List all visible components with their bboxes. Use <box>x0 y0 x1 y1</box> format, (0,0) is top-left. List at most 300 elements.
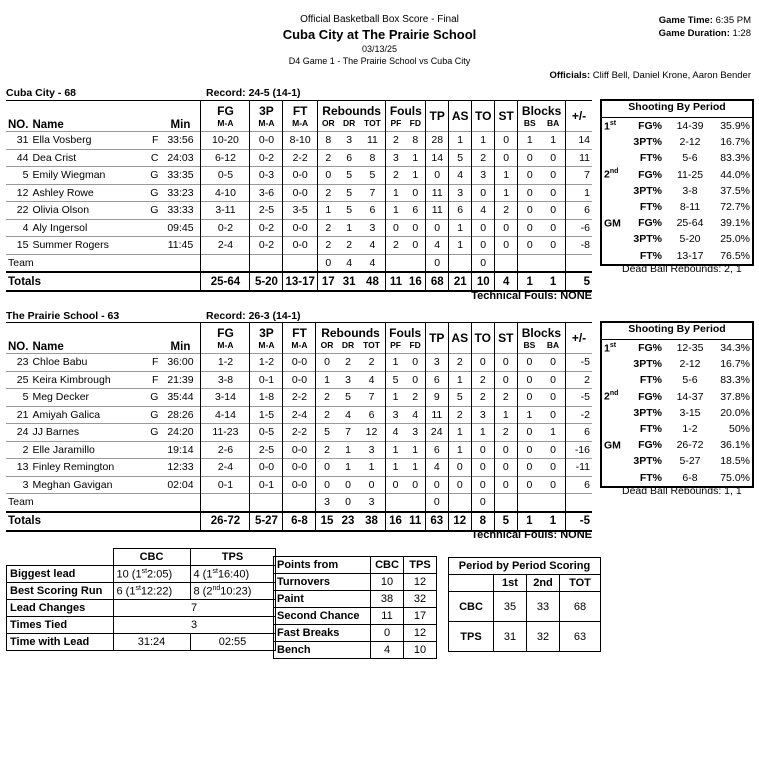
totals-tp: 68 <box>426 272 449 291</box>
player-pf: 2 <box>386 237 406 255</box>
player-ba: 0 <box>541 441 566 459</box>
player-name-cell <box>30 406 160 424</box>
points-from-tps: 12 <box>404 574 437 591</box>
player-row <box>6 149 592 167</box>
player-name: Meghan Gavigan <box>32 478 113 491</box>
totals-fd: 16 <box>405 272 425 291</box>
player-to: 0 <box>472 219 495 237</box>
player-row <box>6 371 592 389</box>
player-ft: 0-0 <box>283 354 316 372</box>
team2-box-score <box>6 322 592 532</box>
player-fg: 3-11 <box>201 202 250 220</box>
col-tp: TP <box>425 323 448 354</box>
player-name-cell <box>30 132 160 150</box>
player-tot: 8 <box>360 149 386 167</box>
biggest-lead-tps: 4 (1st16:40) <box>190 566 275 583</box>
player-number: 31 <box>6 132 30 150</box>
game-stats-col-tps: TPS <box>190 549 275 566</box>
player-name: Keira Kimbrough <box>32 373 111 386</box>
player-number: 5 <box>6 389 30 407</box>
period-col-1st: 1st <box>494 575 527 592</box>
player-ft: 0-0 <box>283 167 317 185</box>
points-from-row <box>274 642 437 659</box>
player-plus-minus: 2 <box>566 371 593 389</box>
shooting-made-attempted: 5-6 <box>682 152 698 165</box>
player-tot: 6 <box>360 202 386 220</box>
player-name-cell <box>30 149 160 167</box>
player-name-cell <box>30 424 160 442</box>
player-ft: 0-0 <box>283 184 317 202</box>
player-tot: 4 <box>358 371 385 389</box>
col-bs: BS <box>523 118 536 128</box>
player-fd: 0 <box>405 219 425 237</box>
player-number: 23 <box>6 354 30 372</box>
biggest-lead-label: Biggest lead <box>7 566 114 583</box>
points-from-row <box>274 574 437 591</box>
col-fg-ma: M-A <box>201 340 250 354</box>
shooting-row <box>602 134 752 150</box>
player-3p: 0-1 <box>250 476 283 494</box>
player-pf: 1 <box>385 389 405 407</box>
shooting-percentage: 83.3% <box>720 374 750 387</box>
player-name-cell <box>30 389 160 407</box>
col-plus-minus: +/- <box>566 101 593 132</box>
player-3p: 1-2 <box>250 354 283 372</box>
team1-header <box>6 87 301 99</box>
player-tp: 11 <box>426 184 449 202</box>
shooting-period <box>602 231 626 247</box>
player-tp: 0 <box>426 219 449 237</box>
shooting-row <box>602 421 752 437</box>
player-fd: 3 <box>406 424 426 442</box>
player-tot: 1 <box>358 459 385 477</box>
totals-ft: 13-17 <box>283 272 317 291</box>
player-fg: 4-14 <box>201 406 250 424</box>
game-stats-table <box>6 548 276 651</box>
col-tot: TOT <box>358 340 385 354</box>
player-or: 2 <box>316 441 338 459</box>
team2-name: The Prairie School - 63 <box>6 310 120 322</box>
player-dr: 1 <box>339 219 360 237</box>
player-name: Emily Wiegman <box>32 169 106 182</box>
player-row <box>6 476 592 494</box>
totals-tot: 48 <box>360 272 386 291</box>
team-or: 3 <box>316 494 338 512</box>
player-ft: 0-0 <box>283 459 316 477</box>
shooting-made-attempted: 6-8 <box>682 471 698 484</box>
player-ba: 0 <box>541 184 565 202</box>
player-to: 1 <box>471 424 494 442</box>
player-row <box>6 389 592 407</box>
player-st: 0 <box>494 476 517 494</box>
player-to: 0 <box>471 476 494 494</box>
team2-dead-ball-rebounds: Dead Ball Rebounds: 1, 1 <box>622 485 742 497</box>
shooting-percentage: 76.5% <box>720 249 750 262</box>
player-ft: 2-2 <box>283 149 317 167</box>
team-row-label: Team <box>6 494 160 512</box>
shooting-stat-label: 3PT% <box>633 233 662 246</box>
shooting-row <box>602 118 752 134</box>
player-bs: 0 <box>518 149 542 167</box>
player-fd: 1 <box>405 149 425 167</box>
totals-as: 12 <box>448 512 471 531</box>
col-min: Min <box>160 340 201 354</box>
player-name-cell <box>30 167 160 185</box>
player-plus-minus: 6 <box>566 424 593 442</box>
totals-st: 4 <box>495 272 518 291</box>
game-duration-label: Game Duration: <box>658 28 730 39</box>
totals-label: Totals <box>6 272 160 291</box>
times-tied-value: 3 <box>113 617 275 634</box>
period-score: 31 <box>494 622 527 652</box>
shooting-stat-label: 3PT% <box>633 406 662 419</box>
player-to: 1 <box>472 132 495 150</box>
totals-bs: 1 <box>518 272 542 291</box>
player-or: 5 <box>316 424 338 442</box>
player-fg: 4-10 <box>201 184 250 202</box>
col-bs: BS <box>523 340 536 350</box>
player-min: 11:45 <box>160 237 201 255</box>
player-position: G <box>150 408 159 421</box>
player-position: C <box>150 151 159 164</box>
team-tot: 4 <box>360 254 386 272</box>
player-plus-minus: 1 <box>566 184 593 202</box>
col-ft: FT <box>283 323 316 341</box>
player-row <box>6 459 592 477</box>
col-or: OR <box>321 118 335 128</box>
player-ba: 0 <box>541 237 565 255</box>
col-3p-ma: M-A <box>250 118 283 132</box>
totals-or: 17 <box>317 272 338 291</box>
player-fd: 4 <box>406 406 426 424</box>
player-to: 4 <box>472 202 495 220</box>
game-time-block <box>659 14 751 40</box>
player-bs: 0 <box>518 167 542 185</box>
shooting-period <box>602 453 626 469</box>
shooting-row <box>602 389 752 405</box>
period-score: 33 <box>527 592 560 622</box>
player-ft: 0-0 <box>283 476 316 494</box>
team1-dead-ball-rebounds: Dead Ball Rebounds: 2, 1 <box>622 263 742 275</box>
player-or: 2 <box>317 184 338 202</box>
player-3p: 0-2 <box>250 219 283 237</box>
col-rebounds: Rebounds <box>317 101 386 119</box>
shooting-row <box>602 150 752 166</box>
player-fg: 2-6 <box>201 441 250 459</box>
player-st: 1 <box>495 184 518 202</box>
player-st: 0 <box>495 149 518 167</box>
shooting-period: 1st <box>604 341 617 355</box>
totals-row <box>6 512 592 531</box>
shooting-row <box>602 183 752 199</box>
player-tp: 4 <box>426 237 449 255</box>
player-min: 12:33 <box>160 459 201 477</box>
player-min: 24:20 <box>160 424 201 442</box>
times-tied-label: Times Tied <box>7 617 114 634</box>
time-with-lead-tps: 02:55 <box>190 634 275 651</box>
player-pf: 0 <box>386 219 406 237</box>
player-to: 0 <box>471 459 494 477</box>
player-plus-minus: 14 <box>566 132 593 150</box>
col-st: ST <box>494 323 517 354</box>
shooting-stat-label: FG% <box>638 390 662 403</box>
player-3p: 0-5 <box>250 424 283 442</box>
team2-record: Record: 26-3 (14-1) <box>206 310 301 322</box>
player-plus-minus: 6 <box>566 476 593 494</box>
shooting-stat-label: FT% <box>639 249 662 262</box>
player-dr: 5 <box>339 202 360 220</box>
shooting-made-attempted: 5-20 <box>679 233 701 246</box>
points-from-row <box>274 625 437 642</box>
player-ft: 0-0 <box>283 219 317 237</box>
player-min: 35:44 <box>160 389 201 407</box>
player-tot: 7 <box>360 184 386 202</box>
player-to: 0 <box>472 184 495 202</box>
col-3p-ma: M-A <box>250 340 283 354</box>
player-fg: 1-2 <box>201 354 250 372</box>
player-row <box>6 202 592 220</box>
period-col-tot: TOT <box>560 575 601 592</box>
player-or: 0 <box>317 167 338 185</box>
game-duration-value: 1:28 <box>732 28 751 39</box>
shooting-period <box>602 183 626 199</box>
col-fouls: Fouls <box>385 323 425 341</box>
totals-row <box>6 272 592 291</box>
player-as: 5 <box>448 389 471 407</box>
player-fg: 11-23 <box>201 424 250 442</box>
shooting-made-attempted: 11-25 <box>676 168 704 181</box>
player-tot: 7 <box>358 389 385 407</box>
player-or: 1 <box>317 202 338 220</box>
player-or: 0 <box>316 476 338 494</box>
player-plus-minus: -6 <box>566 219 593 237</box>
player-bs: 0 <box>518 184 542 202</box>
shooting-made-attempted: 14-37 <box>676 390 704 403</box>
col-blocks: Blocks <box>518 101 566 119</box>
points-from-tps: 12 <box>404 625 437 642</box>
player-ft: 8-10 <box>283 132 317 150</box>
player-bs: 1 <box>518 132 542 150</box>
shooting-stat-label: FT% <box>639 374 662 387</box>
shooting-period <box>602 134 626 150</box>
totals-plus-minus: 5 <box>566 272 593 291</box>
player-3p: 2-5 <box>250 441 283 459</box>
player-or: 2 <box>317 237 338 255</box>
player-pf: 2 <box>386 167 406 185</box>
player-number: 15 <box>6 237 30 255</box>
col-name: Name <box>32 340 64 353</box>
points-from-cbc: 38 <box>371 591 404 608</box>
player-number: 21 <box>6 406 30 424</box>
player-name: Meg Decker <box>32 391 90 404</box>
shooting-percentage: 37.8% <box>720 390 750 403</box>
shooting-percentage: 16.7% <box>720 358 750 371</box>
totals-to: 10 <box>472 272 495 291</box>
team1-shooting-by-period <box>600 99 754 266</box>
player-or: 0 <box>316 354 338 372</box>
player-tp: 28 <box>426 132 449 150</box>
totals-bs: 1 <box>517 512 541 531</box>
player-min: 09:45 <box>160 219 201 237</box>
shooting-made-attempted: 3-8 <box>682 184 698 197</box>
col-plus-minus: +/- <box>566 323 593 354</box>
player-bs: 0 <box>517 424 541 442</box>
player-name-cell <box>30 202 160 220</box>
player-ft: 0-0 <box>283 371 316 389</box>
totals-fg: 26-72 <box>201 512 250 531</box>
team1-name: Cuba City - 68 <box>6 87 77 99</box>
team2-header <box>6 310 301 322</box>
player-to: 2 <box>471 389 494 407</box>
shooting-percentage: 44.0% <box>720 168 750 181</box>
player-fd: 0 <box>405 237 425 255</box>
game-time-label: Game Time: <box>658 15 713 26</box>
player-position: F <box>152 134 159 147</box>
col-ba: BA <box>541 340 566 354</box>
player-3p: 0-0 <box>250 459 283 477</box>
player-tot: 6 <box>358 406 385 424</box>
shooting-stat-label: FG% <box>638 168 662 181</box>
player-name: JJ Barnes <box>32 426 80 439</box>
player-dr: 0 <box>338 476 359 494</box>
report-type: Official Basketball Box Score - Final <box>300 14 459 25</box>
player-bs: 0 <box>518 202 542 220</box>
player-fd: 1 <box>406 441 426 459</box>
player-tp: 11 <box>425 406 448 424</box>
shooting-made-attempted: 2-12 <box>679 136 701 149</box>
player-min: 24:03 <box>160 149 201 167</box>
player-fg: 3-8 <box>201 371 250 389</box>
player-plus-minus: -5 <box>566 389 593 407</box>
col-to: TO <box>471 323 494 354</box>
shooting-period <box>602 372 626 388</box>
shooting-row <box>602 167 752 183</box>
team-dr: 4 <box>339 254 360 272</box>
player-name: Aly Ingersol <box>32 221 88 234</box>
points-from-cbc: 11 <box>371 608 404 625</box>
player-ba: 0 <box>541 476 566 494</box>
team-row <box>6 494 592 512</box>
points-from-col-tps: TPS <box>404 557 437 574</box>
player-min: 33:33 <box>160 202 201 220</box>
player-fd: 0 <box>406 371 426 389</box>
player-number: 25 <box>6 371 30 389</box>
player-st: 0 <box>495 219 518 237</box>
points-from-label: Second Chance <box>274 608 371 625</box>
shooting-period <box>602 405 626 421</box>
player-min: 02:04 <box>160 476 201 494</box>
player-name-cell <box>30 237 160 255</box>
shooting-stat-label: 3PT% <box>633 136 662 149</box>
player-min: 33:23 <box>160 184 201 202</box>
player-fg: 0-2 <box>201 219 250 237</box>
player-as: 5 <box>449 149 472 167</box>
shooting-made-attempted: 5-6 <box>682 374 698 387</box>
shooting-row <box>602 437 752 453</box>
player-or: 8 <box>317 132 338 150</box>
col-ft-ma: M-A <box>283 118 317 132</box>
shooting-percentage: 50% <box>728 423 750 436</box>
player-tp: 14 <box>426 149 449 167</box>
player-position: G <box>150 391 159 404</box>
player-fd: 0 <box>405 184 425 202</box>
player-st: 1 <box>495 167 518 185</box>
team-dr: 0 <box>338 494 359 512</box>
best-run-tps: 8 (2nd10:23) <box>190 583 275 600</box>
game-stats-col-cbc: CBC <box>113 549 190 566</box>
period-scoring-title: Period by Period Scoring <box>449 558 601 575</box>
player-fg: 2-4 <box>201 459 250 477</box>
team-row <box>6 254 592 272</box>
player-bs: 0 <box>517 389 541 407</box>
player-row <box>6 354 592 372</box>
totals-tp: 63 <box>425 512 448 531</box>
player-as: 0 <box>448 476 471 494</box>
shooting-percentage: 34.3% <box>720 342 750 355</box>
player-tot: 3 <box>360 219 386 237</box>
player-3p: 0-2 <box>250 237 283 255</box>
player-name-cell <box>30 184 160 202</box>
player-3p: 0-3 <box>250 167 283 185</box>
player-name: Elle Jaramillo <box>32 443 95 456</box>
col-pf: PF <box>390 340 401 350</box>
shooting-period <box>602 470 626 486</box>
player-tp: 6 <box>425 441 448 459</box>
period-row-team: TPS <box>449 622 494 652</box>
totals-ba: 1 <box>541 272 565 291</box>
player-name: Dea Crist <box>32 151 77 164</box>
player-position: G <box>150 186 159 199</box>
player-position: F <box>152 373 159 386</box>
totals-ba: 1 <box>541 512 566 531</box>
totals-as: 21 <box>449 272 472 291</box>
player-tot: 12 <box>358 424 385 442</box>
player-st: 0 <box>495 237 518 255</box>
player-plus-minus: 6 <box>566 202 593 220</box>
player-tot: 11 <box>360 132 386 150</box>
player-min: 28:26 <box>160 406 201 424</box>
team-tp: 0 <box>426 254 449 272</box>
col-tp: TP <box>426 101 449 132</box>
player-name: Finley Remington <box>32 461 115 474</box>
team1-technical-fouls: Technical Fouls: NONE <box>471 290 592 302</box>
totals-tot: 38 <box>358 512 385 531</box>
totals-dr: 31 <box>339 272 360 291</box>
team-tp: 0 <box>425 494 448 512</box>
points-from-tps: 10 <box>404 642 437 659</box>
shooting-stat-label: FT% <box>639 423 662 436</box>
player-dr: 1 <box>338 441 359 459</box>
player-name: Ashley Rowe <box>32 186 94 199</box>
player-ft: 2-2 <box>283 424 316 442</box>
player-tp: 11 <box>426 202 449 220</box>
officials <box>549 70 751 81</box>
shooting-percentage: 35.9% <box>720 120 750 133</box>
player-number: 22 <box>6 202 30 220</box>
player-position: G <box>150 169 159 182</box>
player-bs: 0 <box>518 237 542 255</box>
player-dr: 5 <box>339 184 360 202</box>
player-pf: 1 <box>385 459 405 477</box>
player-tot: 5 <box>360 167 386 185</box>
player-name: Amiyah Galica <box>32 408 101 421</box>
player-pf: 5 <box>385 371 405 389</box>
period-scoring-table <box>448 557 601 652</box>
player-pf: 1 <box>386 184 406 202</box>
player-as: 1 <box>448 371 471 389</box>
time-with-lead-cbc: 31:24 <box>113 634 190 651</box>
period-row-team: CBC <box>449 592 494 622</box>
